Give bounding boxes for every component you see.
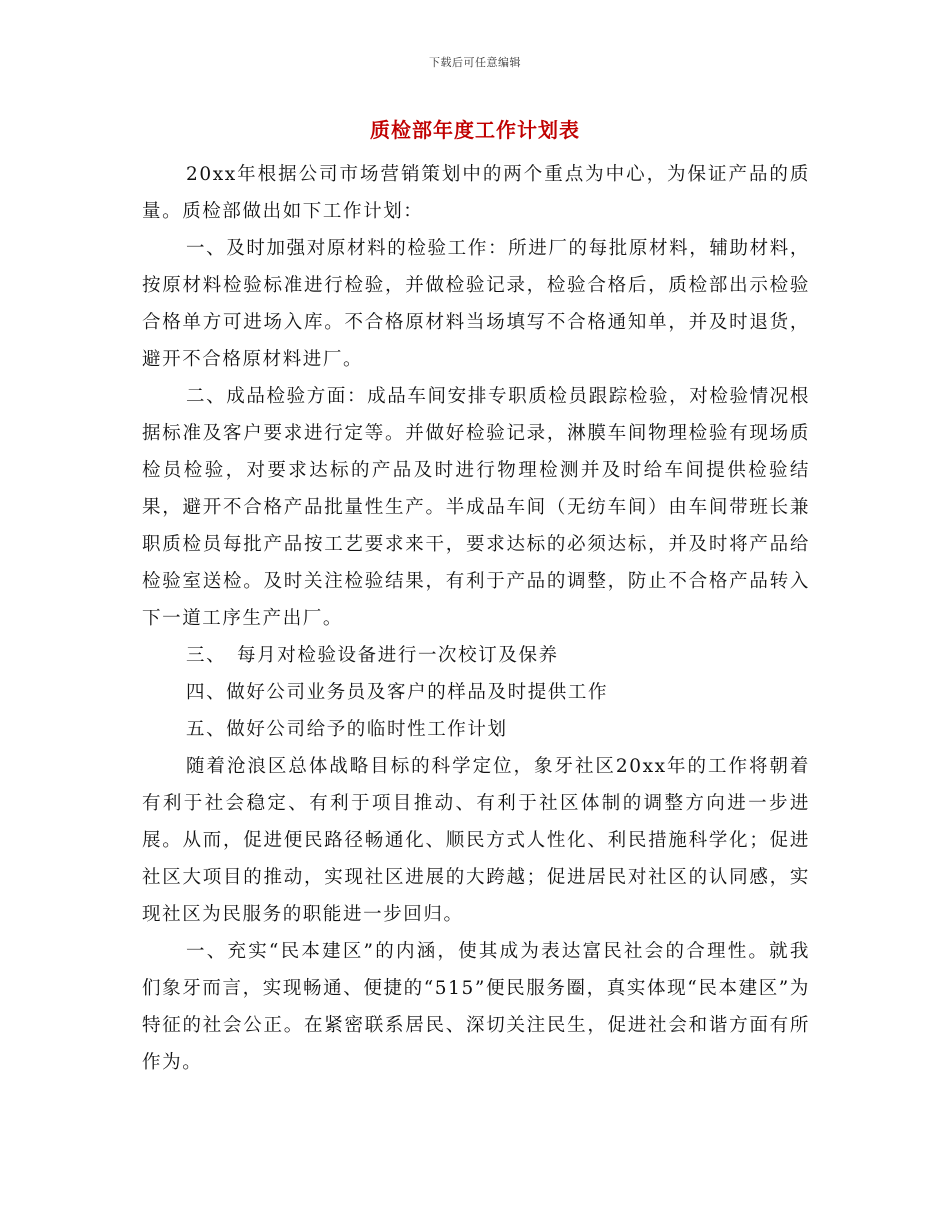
paragraph-community-strategy: 随着沧浪区总体战略目标的科学定位，象牙社区20xx年的工作将朝着有利于社会稳定、有利于项目推动、有利于社区体制的调整方向进一步进展。从而，促进便民路径畅通化、顺民方式人性化、利民措施科学化；促进社区大项目的推动，实现社区进展的大跨越；促进居民对社区的认同感，实现社区为民服务的职能进一步回归。	[142, 756, 810, 925]
header-note: 下载后可任意编辑	[429, 56, 521, 69]
document-body	[142, 156, 810, 1081]
document-title: 质检部年度工作计划表	[370, 118, 580, 142]
paragraph-finished-products: 二、成品检验方面：成品车间安排专职质检员跟踪检验，对检验情况根据标准及客户要求进行定等。并做好检验记录，淋膜车间物理检验有现场质检员检验，对要求达标的产品及时进行物理检测并及时给车间提供检验结果，避开不合格产品批量性生产。半成品车间（无纺车间）由车间带班长兼职质检员每批产品按工艺要求来干，要求达标的必须达标，并及时将产品给检验室送检。及时关注检验结果，有利于产品的调整，防止不合格产品转入下一道工序生产出厂。	[142, 386, 810, 629]
paragraph-people-oriented: 一、充实“民本建区”的内涵，使其成为表达富民社会的合理性。就我们象牙而言，实现畅通、便捷的“515”便民服务圈，真实体现“民本建区”为特征的社会公正。在紧密联系居民、深切关注民生，促进社会和谐方面有所作为。	[142, 941, 810, 1073]
paragraph-temporary-work: 五、做好公司给予的临时性工作计划	[186, 719, 508, 740]
paragraph-intro: 20xx年根据公司市场营销策划中的两个重点为中心，为保证产品的质量。质检部做出如下工作计划：	[142, 164, 810, 222]
paragraph-samples: 四、做好公司业务员及客户的样品及时提供工作	[186, 682, 609, 703]
paragraph-raw-materials: 一、及时加强对原材料的检验工作：所进厂的每批原材料，辅助材料，按原材料检验标准进行检验，并做检验记录，检验合格后，质检部出示检验合格单方可进场入库。不合格原材料当场填写不合格通知单，并及时退货，避开不合格原材料进厂。	[142, 238, 810, 370]
paragraph-equipment-maintenance: 三、 每月对检验设备进行一次校订及保养	[186, 645, 559, 666]
